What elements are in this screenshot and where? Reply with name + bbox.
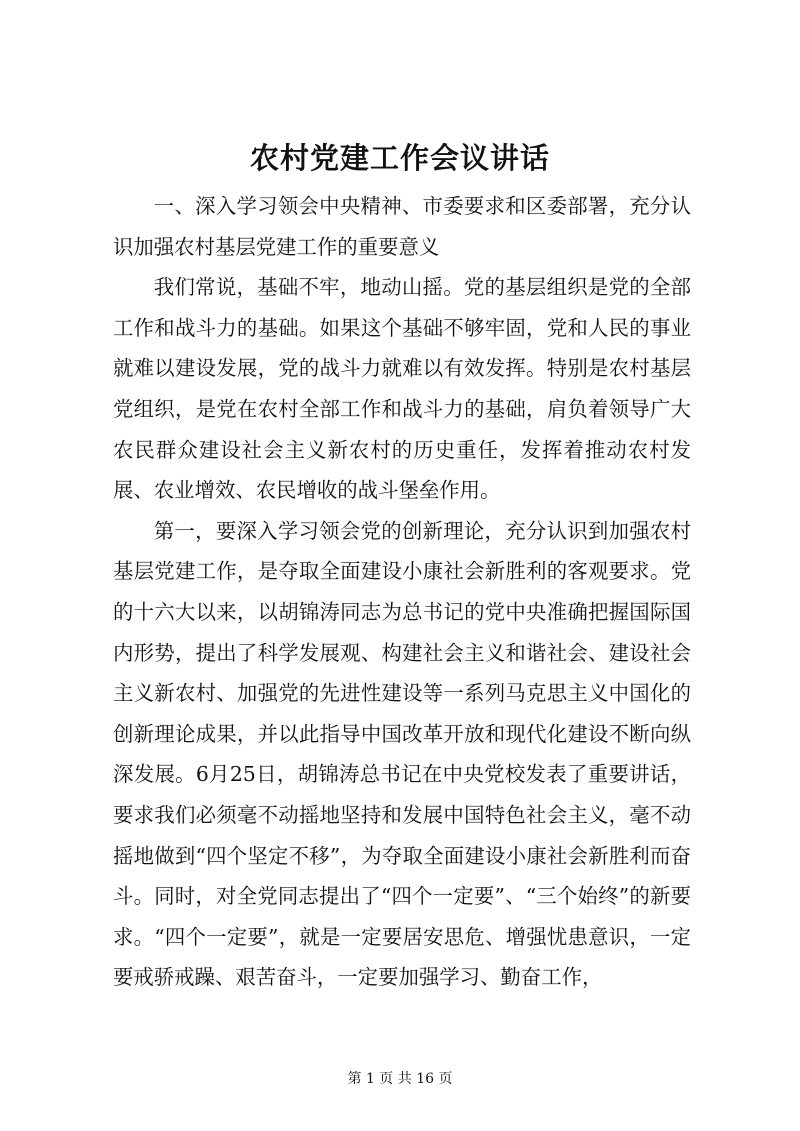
paragraph-foundation: 我们常说，基础不牢，地动山摇。党的基层组织是党的全部工作和战斗力的基础。如果这个基础不够牢固，党和人民的事业就难以建设发展，党的战斗力就难以有效发挥。特别是农村基层党组织，是党在农村全部工作和战斗力的基础，肩负着领导广大农民群众建设社会主义新农村的历史重任，发挥着推动农村发展、农业增效、农民增收的战斗堡垒作用。: [113, 275, 691, 503]
paragraph-first-point: 第一，要深入学习领会党的创新理论，充分认识到加强农村基层党建工作，是夺取全面建设小康社会新胜利的客观要求。党的十六大以来，以胡锦涛同志为总书记的党中央准确把握国际国内形势，提出了科学发展观、构建社会主义和谐社会、建设社会主义新农村、加强党的先进性建设等一系列马克思主义中国化的创新理论成果，并以此指导中国改革开放和现代化建设不断向纵深发展。6月25日，胡锦涛总书记在中央党校发表了重要讲话，要求我们必须毫不动摇地坚持和发展中国特色社会主义，毫不动摇地做到“四个坚定不移”，为夺取全面建设小康社会新胜利而奋斗。同时，对全党同志提出了“四个一定要”、“三个始终”的新要求。“四个一定要”，就是一定要居安思危、增强忧患意识，一定要戒骄戒躁、艰苦奋斗，一定要加强学习、勤奋工作，: [113, 518, 691, 990]
document-body: [113, 186, 691, 998]
document-title: 农村党建工作会议讲话: [249, 141, 550, 175]
page-footer: 第 1 页 共 16 页: [347, 1071, 453, 1087]
paragraph-heading-one: 一、深入学习领会中央精神、市委要求和区委部署，充分认识加强农村基层党建工作的重要意义: [113, 194, 691, 259]
